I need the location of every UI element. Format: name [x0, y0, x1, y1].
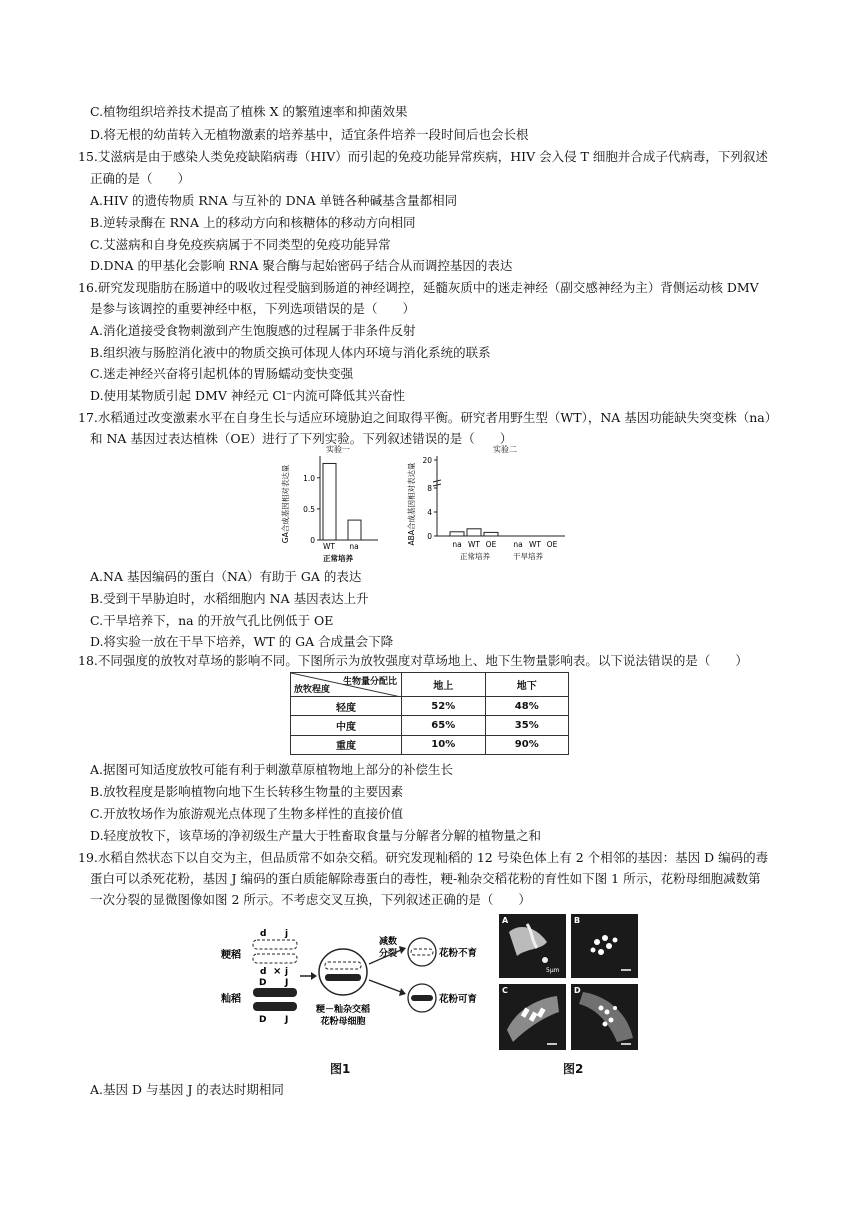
japonica-chromosome-1: [253, 940, 297, 949]
table-header-above: 地上: [402, 673, 486, 697]
option-18d: D.轻度放牧下，该草场的净初级生产量大于牲畜取食量与分解者分解的植物量之和: [90, 828, 542, 843]
arrow-head-icon: [399, 946, 406, 954]
chart2-tick-label: 0: [427, 532, 432, 541]
row-value: 35%: [485, 716, 569, 735]
question-19: 19.水稻自然状态下以自交为主，但品质常不如杂交稻。研究发现籼稻的 12 号染色体上有 2 个相邻的基因：基因 D 编码的毒: [78, 850, 769, 865]
gene-j-bottom: j: [285, 967, 289, 977]
chart1-category-label: na: [349, 542, 359, 551]
chart2-bar: [450, 532, 464, 536]
indica-chromosome-1: [253, 988, 297, 997]
gene-D-bottom: D: [259, 1015, 267, 1025]
chart2-category-label: na: [513, 540, 523, 549]
chart2-category-label: OE: [485, 540, 497, 549]
option-16d: D.使用某物质引起 DMV 神经元 Cl⁻内流可降低其兴奋性: [90, 388, 405, 403]
question-15-cont: 正确的是（ ）: [90, 171, 191, 186]
figure-1-diagram: [215, 924, 483, 1052]
option-17a: A.NA 基因编码的蛋白（NA）有助于 GA 的表达: [90, 569, 362, 584]
chart1-title: 实验一: [326, 445, 350, 454]
arrow-head-icon: [311, 972, 317, 980]
hybrid-chromosome-solid: [325, 974, 361, 981]
chart1-bar: [323, 463, 336, 540]
chart2-group-drought: 干旱培养: [513, 552, 543, 561]
japonica-label: 粳稻: [221, 950, 241, 961]
option-15a: A.HIV 的遗传物质 RNA 与互补的 DNA 单链各种碱基含量都相同: [90, 193, 458, 208]
row-label: 轻度: [291, 697, 402, 716]
gene-d-bottom: d: [260, 967, 267, 977]
chart-experiment-2: [405, 440, 575, 565]
panel-c-label: C: [502, 986, 508, 995]
indica-label: 籼稻: [221, 994, 241, 1005]
chart2-tick-label: 8: [427, 484, 432, 493]
gene-d-top: d: [260, 929, 267, 939]
option-17d: D.将实验一放在干旱下培养，WT 的 GA 合成量会下降: [90, 634, 394, 649]
gene-J-bottom: J: [285, 1015, 289, 1025]
option-18a: A.据图可知适度放牧可能有利于刺激草原植物地上部分的补偿生长: [90, 762, 454, 777]
scale-bar-label: 5μm: [546, 967, 560, 974]
arrow-head-icon: [399, 988, 406, 996]
row-label: 重度: [291, 735, 402, 754]
grazing-biomass-table: [290, 672, 569, 755]
meiosis-label-1: 减数: [379, 937, 398, 947]
row-value: 10%: [402, 735, 486, 754]
table-corner-bottom: 放牧程度: [294, 685, 331, 695]
table-header-below: 地下: [485, 673, 569, 697]
option-14c: C.植物组织培养技术提高了植株 X 的繁殖速率和抑菌效果: [90, 104, 408, 119]
panel-b-label: B: [574, 916, 581, 925]
arrow-to-fertile: [369, 980, 401, 992]
chart2-ylabel: ABA合成基因相对表达量: [407, 462, 416, 546]
option-16a: A.消化道接受食物刺激到产生饱腹感的过程属于非条件反射: [90, 323, 416, 338]
chart1-group-label: 正常培养: [323, 554, 353, 563]
chart2-title: 实验二: [493, 445, 517, 454]
chart2-tick-label: 4: [427, 508, 432, 517]
option-17b: B.受到干旱胁迫时，水稻细胞内 NA 基因表达上升: [90, 591, 369, 606]
chart1-tick-label: 0.5: [303, 504, 315, 514]
chart1-tick-label: 1.0: [303, 473, 315, 483]
chart1-ylabel: GA合成基因相对表达量: [281, 464, 290, 544]
sterile-label: 花粉不育: [439, 948, 478, 959]
chart2-category-label: OE: [546, 540, 558, 549]
table-row: [291, 697, 569, 716]
meiosis-label-2: 分裂: [379, 949, 398, 959]
hybrid-label-2: 花粉母细胞: [320, 1017, 366, 1027]
row-value: 48%: [485, 697, 569, 716]
question-16: 16.研究发现脂肪在肠道中的吸收过程受脑到肠道的神经调控，延髓灰质中的迷走神经（副交感神经为主）背侧运动核 DMV: [78, 280, 759, 295]
table-row: [291, 735, 569, 754]
chart2-category-label: na: [452, 540, 462, 549]
option-16b: B.组织液与肠腔消化液中的物质交换可体现人体内环境与消化系统的联系: [90, 345, 491, 360]
chart1-bar: [348, 520, 361, 540]
chart1-category-label: WT: [323, 542, 335, 551]
pollen-fertile-chromosome: [411, 995, 433, 1001]
fertile-label: 花粉可育: [439, 994, 478, 1005]
cross-symbol: ×: [273, 966, 282, 977]
row-value: 90%: [485, 735, 569, 754]
option-15c: C.艾滋病和自身免疫疾病属于不同类型的免疫功能异常: [90, 237, 391, 252]
figure-2-caption: 图2: [563, 1062, 584, 1076]
chart1-tick-label: 0: [310, 536, 315, 545]
row-value: 65%: [402, 716, 486, 735]
micrograph-panel-b: [571, 914, 638, 978]
table-corner-cell: [291, 673, 402, 697]
table-row: [291, 716, 569, 735]
question-16-cont: 是参与该调控的重要神经中枢，下列选项错误的是（ ）: [90, 301, 416, 316]
row-label: 中度: [291, 716, 402, 735]
hybrid-chromosome-dashed: [325, 962, 361, 969]
chart2-bar: [467, 529, 481, 536]
question-15: 15.艾滋病是由于感染人类免疫缺陷病毒（HIV）而引起的免疫功能异常疾病，HIV 会入侵 T 细胞并合成子代病毒，下列叙述: [78, 149, 768, 164]
chart2-group-normal: 正常培养: [460, 552, 490, 561]
option-19a: A.基因 D 与基因 J 的表达时期相同: [90, 1082, 284, 1097]
panel-d-label: D: [574, 986, 581, 995]
figure-2-micrographs: [497, 912, 642, 1052]
chart2-category-label: WT: [529, 540, 541, 549]
hybrid-label-1: 粳－籼杂交稻: [315, 1005, 371, 1015]
option-18b: B.放牧程度是影响植物向地下生长转移生物量的主要因素: [90, 784, 404, 799]
indica-chromosome-2: [253, 1002, 297, 1011]
option-17c: C.干旱培养下，na 的开放气孔比例低于 OE: [90, 613, 334, 628]
gene-J-top: J: [285, 978, 289, 988]
gene-j-top: j: [285, 929, 289, 939]
gene-D-top: D: [259, 978, 267, 988]
option-15d: D.DNA 的甲基化会影响 RNA 聚合酶与起始密码子结合从而调控基因的表达: [90, 258, 513, 273]
option-15b: B.逆转录酶在 RNA 上的移动方向和核糖体的移动方向相同: [90, 215, 416, 230]
question-17: 17.水稻通过改变激素水平在自身生长与适应环境胁迫之间取得平衡。研究者用野生型（WT），NA 基因功能缺失突变株（na）: [78, 410, 778, 425]
japonica-chromosome-2: [253, 954, 297, 963]
option-16c: C.迷走神经兴奋将引起机体的胃肠蠕动变快变强: [90, 366, 354, 381]
question-19-cont2: 一次分裂的显微图像如图 2 所示。不考虑交叉互换，下列叙述正确的是（ ）: [90, 892, 531, 907]
option-18c: C.开放牧场作为旅游观光点体现了生物多样性的直接价值: [90, 806, 404, 821]
pollen-sterile: [408, 938, 436, 966]
option-14d: D.将无根的幼苗转入无植物激素的培养基中，适宜条件培养一段时间后也会长根: [90, 127, 529, 142]
hybrid-cell: [319, 949, 367, 995]
table-corner-top: 生物量分配比: [342, 677, 397, 687]
chart2-category-label: WT: [468, 540, 480, 549]
chart2-tick-label: 20: [422, 456, 432, 465]
question-18: 18.不同强度的放牧对草场的影响不同。下图所示为放牧强度对草场地上、地下生物量影响表。以下说法错误的是（ ）: [78, 653, 748, 668]
panel-a-label: A: [502, 916, 509, 925]
chart-experiment-1: [278, 440, 386, 565]
pollen-sterile-chromosome: [411, 949, 433, 955]
figure-1-caption: 图1: [330, 1062, 351, 1076]
question-19-cont1: 蛋白可以杀死花粉，基因 J 编码的蛋白质能解除毒蛋白的毒性，粳-籼杂交稻花粉的育性如下图 1 所示，花粉母细胞减数第: [90, 871, 761, 886]
row-value: 52%: [402, 697, 486, 716]
question-17-cont: 和 NA 基因过表达植株（OE）进行了下列实验。下列叙述错误的是（ ）: [90, 431, 513, 446]
chart2-bar: [484, 532, 498, 536]
